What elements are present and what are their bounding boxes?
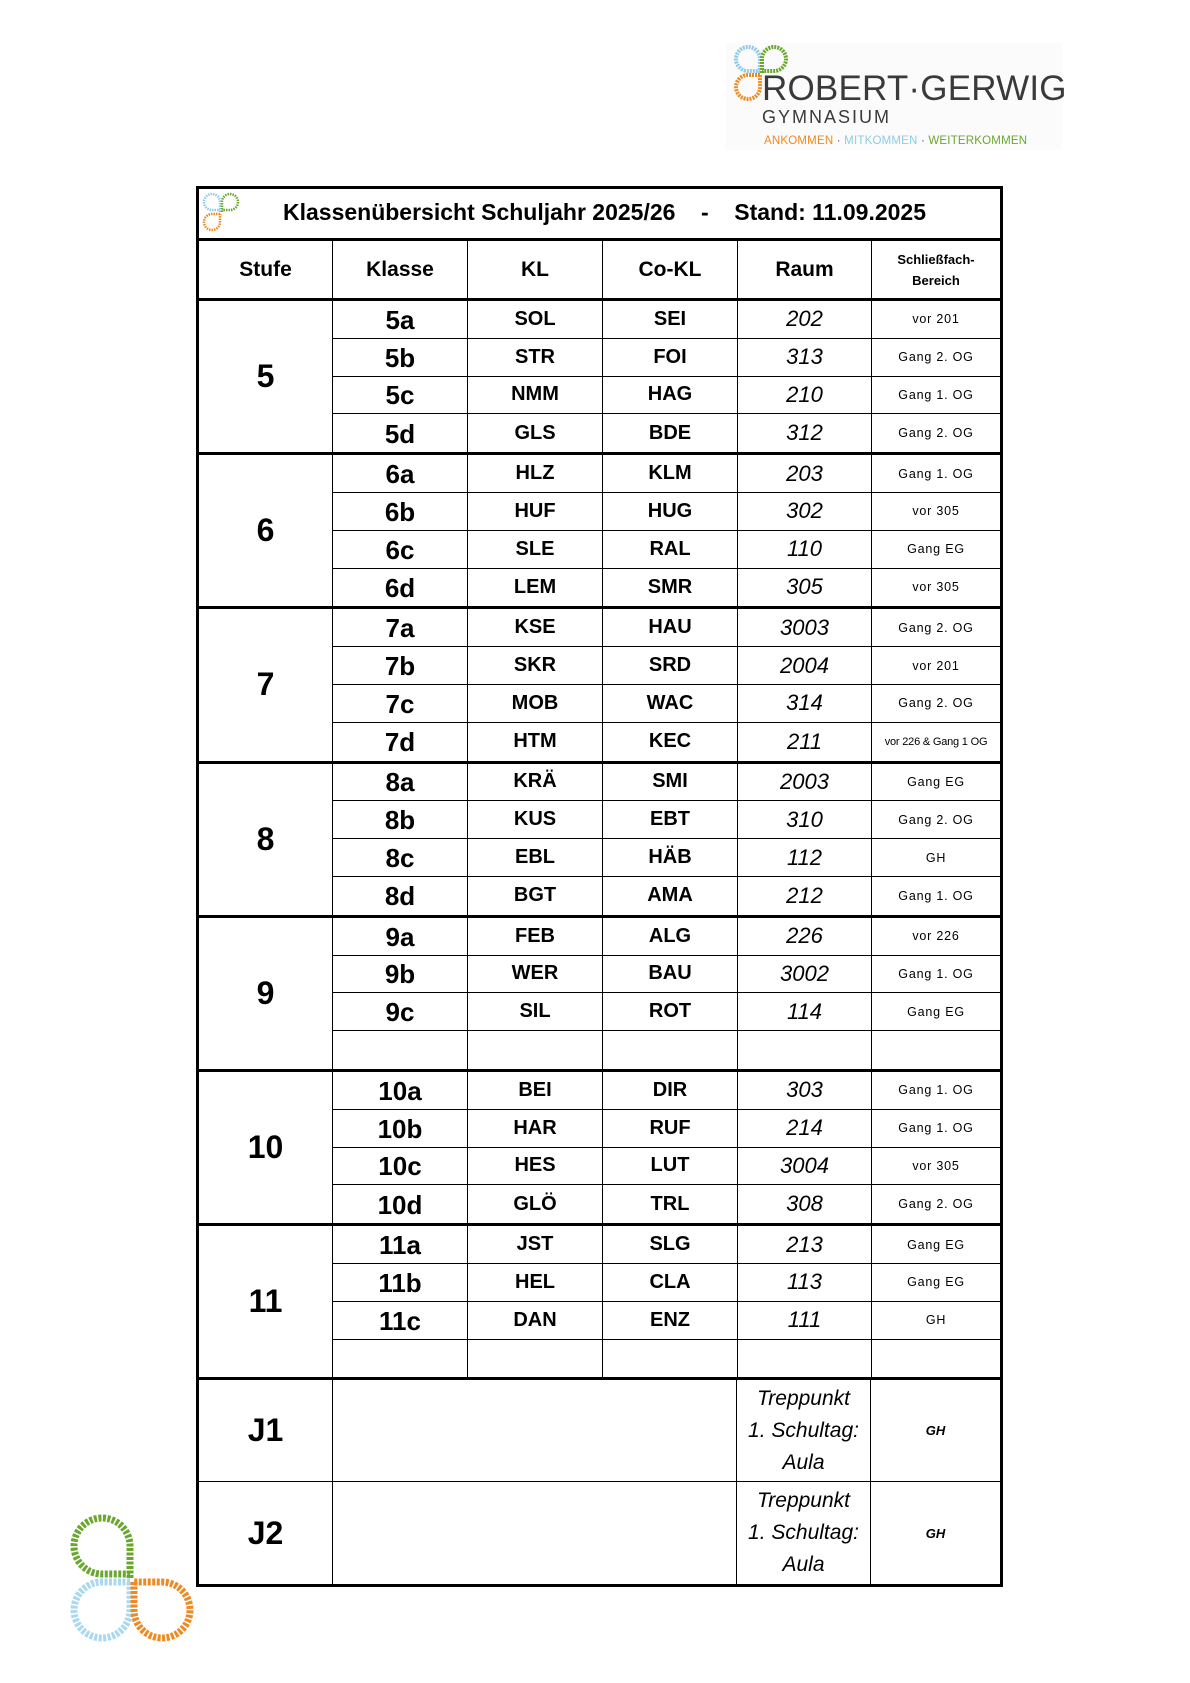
class-teacher-cell bbox=[468, 1340, 603, 1378]
railway-loop-decoration-icon bbox=[62, 1510, 204, 1652]
locker-area-cell: Gang 2. OG bbox=[898, 350, 974, 365]
class-name-cell: 10c bbox=[333, 1148, 468, 1185]
co-teacher-cell: SLG bbox=[603, 1226, 738, 1263]
class-name-cell: 11a bbox=[333, 1226, 468, 1263]
school-tagline bbox=[764, 135, 1027, 147]
stufe-group bbox=[199, 1226, 1000, 1377]
class-name-cell: 9c bbox=[333, 993, 468, 1030]
locker-area-cell: GH bbox=[925, 1423, 946, 1439]
co-teacher-cell: FOI bbox=[603, 339, 738, 376]
stufe-label: 5 bbox=[199, 301, 333, 452]
table-row bbox=[333, 956, 1000, 994]
table-row bbox=[333, 414, 1000, 452]
locker-area-cell: vor 201 bbox=[912, 312, 960, 327]
table-row bbox=[333, 609, 1000, 647]
locker-area-cell: Gang 1. OG bbox=[898, 466, 974, 481]
room-cell: 112 bbox=[738, 839, 872, 876]
room-cell: 113 bbox=[738, 1264, 872, 1301]
table-row bbox=[333, 1302, 1000, 1340]
stufe-group bbox=[199, 918, 1000, 1072]
co-teacher-cell: HUG bbox=[603, 493, 738, 530]
co-teacher-cell: ENZ bbox=[603, 1302, 738, 1339]
class-name-cell: 5c bbox=[333, 377, 468, 414]
co-teacher-cell: HÄB bbox=[603, 839, 738, 876]
meeting-point-text: Treppunkt bbox=[757, 1489, 850, 1513]
room-cell bbox=[738, 1340, 872, 1378]
locker-area-cell: vor 201 bbox=[912, 658, 960, 673]
class-teacher-cell: HLZ bbox=[468, 455, 603, 492]
table-row bbox=[333, 839, 1000, 877]
table-row bbox=[333, 1226, 1000, 1264]
class-teacher-cell: GLÖ bbox=[468, 1185, 603, 1223]
class-groups bbox=[199, 301, 1000, 1377]
table-row bbox=[333, 1185, 1000, 1223]
room-cell: 111 bbox=[738, 1302, 872, 1339]
locker-area-cell: vor 305 bbox=[912, 1158, 960, 1173]
stufe-label: 11 bbox=[199, 1226, 333, 1377]
co-teacher-cell: CLA bbox=[603, 1264, 738, 1301]
stufe-label: 9 bbox=[199, 918, 333, 1069]
room-cell: 3004 bbox=[738, 1148, 872, 1185]
locker-area-cell: Gang EG bbox=[907, 1275, 965, 1290]
class-teacher-cell: SIL bbox=[468, 993, 603, 1030]
class-name-cell: 6a bbox=[333, 455, 468, 492]
class-teacher-cell: STR bbox=[468, 339, 603, 376]
class-teacher-cell: SKR bbox=[468, 647, 603, 684]
locker-area-cell: Gang EG bbox=[907, 774, 965, 789]
jahrgang-row bbox=[199, 1380, 1000, 1482]
locker-area-cell: vor 226 bbox=[912, 929, 960, 944]
stufe-label: J2 bbox=[199, 1482, 333, 1584]
table-row bbox=[333, 877, 1000, 915]
school-subtitle: GYMNASIUM bbox=[762, 107, 892, 127]
table-row bbox=[333, 377, 1000, 415]
room-cell: 2004 bbox=[738, 647, 872, 684]
meeting-point-text: Aula bbox=[782, 1553, 825, 1577]
co-teacher-cell: HAU bbox=[603, 609, 738, 646]
tagline-part3: WEITERKOMMEN bbox=[928, 135, 1028, 147]
room-cell: 310 bbox=[738, 801, 872, 838]
co-teacher-cell: SRD bbox=[603, 647, 738, 684]
class-teacher-cell: EBL bbox=[468, 839, 603, 876]
stufe-group bbox=[199, 455, 1000, 609]
co-teacher-cell bbox=[603, 1031, 738, 1069]
class-name-cell: 8b bbox=[333, 801, 468, 838]
table-row bbox=[333, 647, 1000, 685]
room-cell bbox=[738, 1031, 872, 1069]
co-teacher-cell: TRL bbox=[603, 1185, 738, 1223]
class-name-cell bbox=[333, 1340, 468, 1378]
co-teacher-cell: BAU bbox=[603, 956, 738, 993]
co-teacher-cell: BDE bbox=[603, 414, 738, 452]
locker-area-cell: Gang 2. OG bbox=[898, 812, 974, 827]
class-teacher-cell: JST bbox=[468, 1226, 603, 1263]
table-row bbox=[333, 301, 1000, 339]
table-row bbox=[333, 993, 1000, 1031]
room-cell: 302 bbox=[738, 493, 872, 530]
co-teacher-cell: KEC bbox=[603, 723, 738, 761]
class-teacher-cell: MOB bbox=[468, 685, 603, 722]
table-row bbox=[333, 1072, 1000, 1110]
header-stufe: Stufe bbox=[199, 241, 333, 301]
co-teacher-cell: LUT bbox=[603, 1148, 738, 1185]
locker-area-cell: Gang 1. OG bbox=[898, 888, 974, 903]
locker-area-cell: vor 305 bbox=[912, 504, 960, 519]
class-name-cell: 7d bbox=[333, 723, 468, 761]
co-teacher-cell: RUF bbox=[603, 1110, 738, 1147]
co-teacher-cell: RAL bbox=[603, 531, 738, 568]
document-title: Klassenübersicht Schuljahr 2025/26 - Stand: 11.09.2025 bbox=[282, 199, 927, 225]
class-teacher-cell: HEL bbox=[468, 1264, 603, 1301]
table-row bbox=[333, 455, 1000, 493]
table-row bbox=[333, 1110, 1000, 1148]
header-cokl: Co-KL bbox=[603, 241, 738, 301]
class-overview-table bbox=[196, 186, 1003, 1587]
table-row bbox=[333, 764, 1000, 802]
stufe-label: 6 bbox=[199, 455, 333, 606]
room-cell: 203 bbox=[738, 455, 872, 492]
co-teacher-cell: WAC bbox=[603, 685, 738, 722]
class-name-cell: 5d bbox=[333, 414, 468, 452]
room-cell: 213 bbox=[738, 1226, 872, 1263]
class-name-cell: 7a bbox=[333, 609, 468, 646]
table-title-row bbox=[199, 189, 1000, 241]
meeting-point-text: Treppunkt bbox=[757, 1386, 850, 1410]
locker-area-cell: Gang 1. OG bbox=[898, 387, 974, 402]
stufe-label: 7 bbox=[199, 609, 333, 760]
co-teacher-cell: ALG bbox=[603, 918, 738, 955]
tagline-separator: · bbox=[920, 135, 925, 147]
tagline-separator: · bbox=[836, 135, 841, 147]
jahrgang-row bbox=[199, 1482, 1000, 1584]
class-name-cell: 6c bbox=[333, 531, 468, 568]
room-cell: 305 bbox=[738, 569, 872, 607]
class-name-cell: 10b bbox=[333, 1110, 468, 1147]
locker-area-cell: Gang 1. OG bbox=[898, 966, 974, 981]
locker-area-cell bbox=[872, 1031, 1000, 1069]
class-teacher-cell: GLS bbox=[468, 414, 603, 452]
class-teacher-cell: KRÄ bbox=[468, 764, 603, 801]
meeting-point-cell bbox=[737, 1482, 871, 1584]
locker-area-cell: vor 226 & Gang 1 OG bbox=[884, 735, 988, 748]
room-cell: 3003 bbox=[738, 609, 872, 646]
table-row bbox=[333, 1148, 1000, 1186]
class-teacher-cell: SOL bbox=[468, 301, 603, 338]
table-row bbox=[333, 569, 1000, 607]
header-kl: KL bbox=[468, 241, 603, 301]
room-cell: 210 bbox=[738, 377, 872, 414]
class-teacher-cell: WER bbox=[468, 956, 603, 993]
class-teacher-cell: HTM bbox=[468, 723, 603, 761]
class-name-cell: 5a bbox=[333, 301, 468, 338]
table-row bbox=[333, 531, 1000, 569]
table-row bbox=[333, 723, 1000, 761]
class-teacher-cell: FEB bbox=[468, 918, 603, 955]
class-teacher-cell bbox=[468, 1031, 603, 1069]
room-cell: 114 bbox=[738, 993, 872, 1030]
class-name-cell: 6b bbox=[333, 493, 468, 530]
table-row bbox=[333, 493, 1000, 531]
co-teacher-cell: HAG bbox=[603, 377, 738, 414]
school-logo bbox=[726, 43, 1067, 150]
locker-area-cell: vor 305 bbox=[912, 580, 960, 595]
co-teacher-cell: SEI bbox=[603, 301, 738, 338]
room-cell: 2003 bbox=[738, 764, 872, 801]
stufe-group bbox=[199, 764, 1000, 918]
class-rows bbox=[333, 918, 1000, 1069]
locker-area-cell: GH bbox=[925, 1525, 946, 1541]
class-rows bbox=[333, 455, 1000, 606]
room-cell: 312 bbox=[738, 414, 872, 452]
class-teacher-cell: BGT bbox=[468, 877, 603, 915]
header-schliessfach-line1: Schließfach- bbox=[897, 251, 975, 267]
school-name: ROBERT·GERWIG bbox=[762, 69, 1067, 108]
co-teacher-cell: KLM bbox=[603, 455, 738, 492]
class-name-cell: 7b bbox=[333, 647, 468, 684]
stufe-group bbox=[199, 301, 1000, 455]
locker-area-cell: Gang 1. OG bbox=[898, 1121, 974, 1136]
class-name-cell: 11b bbox=[333, 1264, 468, 1301]
class-name-cell: 6d bbox=[333, 569, 468, 607]
table-row bbox=[333, 685, 1000, 723]
class-name-cell: 10a bbox=[333, 1072, 468, 1109]
stufe-label: 8 bbox=[199, 764, 333, 915]
locker-area-cell: Gang 2. OG bbox=[898, 1197, 974, 1212]
locker-area-cell: Gang 2. OG bbox=[898, 696, 974, 711]
class-rows bbox=[333, 609, 1000, 760]
header-schliessfach bbox=[872, 241, 1000, 301]
table-row bbox=[333, 1264, 1000, 1302]
class-teacher-cell: LEM bbox=[468, 569, 603, 607]
stufe-group bbox=[199, 609, 1000, 763]
co-teacher-cell: SMI bbox=[603, 764, 738, 801]
room-cell: 313 bbox=[738, 339, 872, 376]
room-cell: 212 bbox=[738, 877, 872, 915]
class-name-cell bbox=[333, 1031, 468, 1069]
locker-area-cell: GH bbox=[925, 850, 947, 865]
class-teacher-cell: HAR bbox=[468, 1110, 603, 1147]
locker-area-cell: Gang 2. OG bbox=[898, 426, 974, 441]
class-teacher-cell: BEI bbox=[468, 1072, 603, 1109]
room-cell: 308 bbox=[738, 1185, 872, 1223]
table-header-row bbox=[199, 241, 1000, 301]
stufe-label: J1 bbox=[199, 1380, 333, 1481]
class-teacher-cell: HES bbox=[468, 1148, 603, 1185]
room-cell: 314 bbox=[738, 685, 872, 722]
class-name-cell: 9b bbox=[333, 956, 468, 993]
class-name-cell: 8a bbox=[333, 764, 468, 801]
co-teacher-cell: EBT bbox=[603, 801, 738, 838]
table-row bbox=[333, 918, 1000, 956]
class-teacher-cell: KSE bbox=[468, 609, 603, 646]
class-name-cell: 5b bbox=[333, 339, 468, 376]
meeting-point-text: Aula bbox=[782, 1450, 825, 1474]
locker-area-cell: Gang EG bbox=[907, 1237, 965, 1252]
room-cell: 110 bbox=[738, 531, 872, 568]
empty-merged-cell bbox=[333, 1380, 737, 1481]
locker-area-cell: Gang 1. OG bbox=[898, 1083, 974, 1098]
room-cell: 226 bbox=[738, 918, 872, 955]
tagline-part1: ANKOMMEN bbox=[764, 135, 834, 147]
room-cell: 3002 bbox=[738, 956, 872, 993]
class-teacher-cell: KUS bbox=[468, 801, 603, 838]
empty-merged-cell bbox=[333, 1482, 737, 1584]
locker-area-cell: GH bbox=[925, 1313, 947, 1328]
room-cell: 303 bbox=[738, 1072, 872, 1109]
header-raum: Raum bbox=[738, 241, 872, 301]
tagline-part2: MITKOMMEN bbox=[844, 135, 918, 147]
class-rows bbox=[333, 764, 1000, 915]
class-name-cell: 8d bbox=[333, 877, 468, 915]
class-name-cell: 10d bbox=[333, 1185, 468, 1223]
class-name-cell: 11c bbox=[333, 1302, 468, 1339]
co-teacher-cell: ROT bbox=[603, 993, 738, 1030]
meeting-point-text: 1. Schultag: bbox=[748, 1521, 859, 1545]
stufe-label: 10 bbox=[199, 1072, 333, 1223]
co-teacher-cell: DIR bbox=[603, 1072, 738, 1109]
table-row bbox=[333, 1340, 1000, 1378]
co-teacher-cell: AMA bbox=[603, 877, 738, 915]
class-teacher-cell: HUF bbox=[468, 493, 603, 530]
class-teacher-cell: NMM bbox=[468, 377, 603, 414]
jahrgang-groups bbox=[199, 1377, 1000, 1584]
class-name-cell: 8c bbox=[333, 839, 468, 876]
stufe-group bbox=[199, 1072, 1000, 1226]
class-rows bbox=[333, 1226, 1000, 1377]
class-teacher-cell: DAN bbox=[468, 1302, 603, 1339]
locker-area-cell: Gang EG bbox=[907, 542, 965, 557]
table-row bbox=[333, 801, 1000, 839]
class-teacher-cell: SLE bbox=[468, 531, 603, 568]
room-cell: 202 bbox=[738, 301, 872, 338]
header-schliessfach-line2: Bereich bbox=[912, 272, 960, 288]
locker-area-cell: Gang EG bbox=[907, 1004, 965, 1019]
class-name-cell: 9a bbox=[333, 918, 468, 955]
table-row bbox=[333, 339, 1000, 377]
room-cell: 211 bbox=[738, 723, 872, 761]
locker-area-cell: Gang 2. OG bbox=[898, 620, 974, 635]
meeting-point-cell bbox=[737, 1380, 871, 1481]
locker-area-cell bbox=[872, 1340, 1000, 1378]
header-klasse: Klasse bbox=[333, 241, 468, 301]
table-row bbox=[333, 1031, 1000, 1069]
class-name-cell: 7c bbox=[333, 685, 468, 722]
co-teacher-cell: SMR bbox=[603, 569, 738, 607]
room-cell: 214 bbox=[738, 1110, 872, 1147]
co-teacher-cell bbox=[603, 1340, 738, 1378]
class-rows bbox=[333, 1072, 1000, 1223]
meeting-point-text: 1. Schultag: bbox=[748, 1418, 859, 1442]
class-rows bbox=[333, 301, 1000, 452]
